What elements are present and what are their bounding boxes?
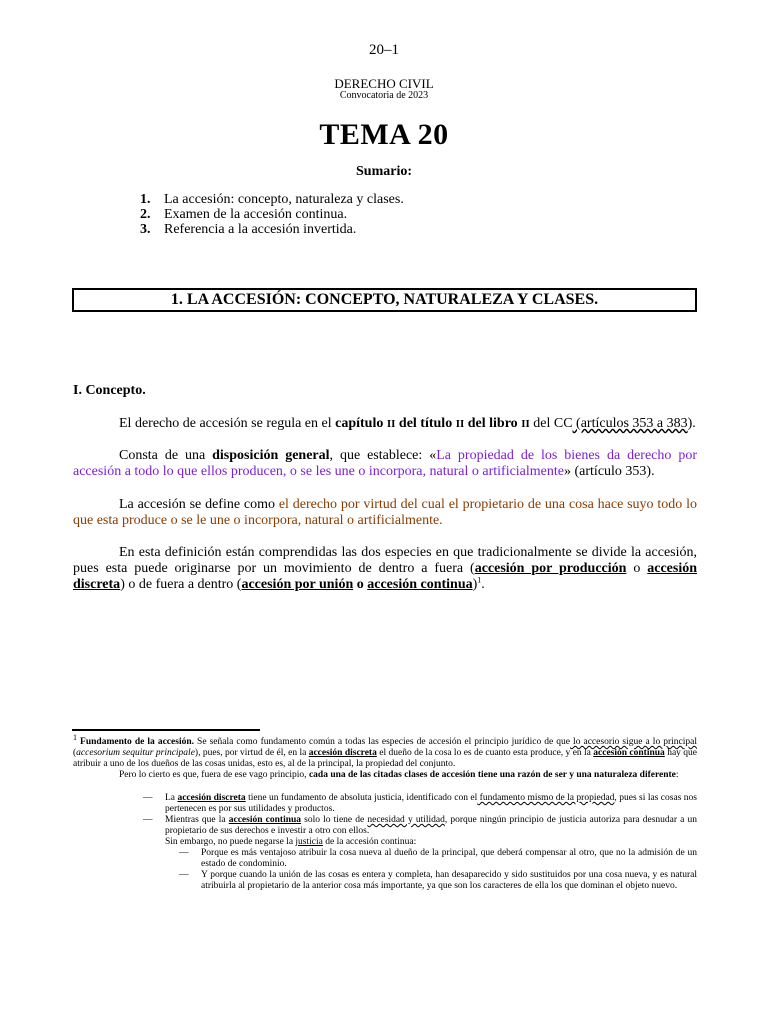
- subject-title: DERECHO CIVIL: [334, 76, 434, 91]
- convocatoria: Convocatoria de 2023: [339, 90, 429, 101]
- paragraph-4: En esta definición están comprendidas las dos especies en que tradicionalmente se divide la accesión, pues esta puede originarse por un movimiento de dentro a fuera (accesión por producción o accesión discreta) o de fuera a dentro (accesión por unión o accesión continua)$^1$.: [73, 545, 698, 592]
- paragraph-3: La accesión se define como el derecho por virtud del cual el propietario de una cosa hace suyo todo lo que esta produce o se le une o incorpora, natural o artificialmente.: [73, 497, 697, 528]
- paragraph-1: El derecho de accesión se regula en el capítulo II del título II del libro II del CC (artículos 353 a 383).: [119, 416, 696, 431]
- toc-item: 3. Referencia a la accesión invertida.: [140, 222, 357, 237]
- toc-item: 2. Examen de la accesión continua.: [140, 207, 348, 222]
- subsection-heading: I. Concepto.: [73, 383, 146, 398]
- footnote-bullet-2: — Mientras que la accesión continua solo lo tiene de necesidad y utilidad, porque ningún principio de justicia autoriza para desnudar a un propietario de sus derechos e investir a otro con ellos. Sin embargo, no puede negarse la justicia de la accesión continua:: [143, 815, 698, 847]
- page-number: 20–1: [369, 42, 399, 58]
- toc-item: 1. La accesión: concepto, naturaleza y clases.: [140, 192, 404, 207]
- footnote-reference[interactable]: 1: [477, 575, 482, 585]
- summary-label: Sumario:: [356, 164, 412, 179]
- footnote-bullet-1: — La accesión discreta tiene un fundamento de absoluta justicia, identificado con el fundamento mismo de la propiedad, pues si las cosas nos pertenecen es por sus utilidades y productos.: [143, 793, 698, 814]
- footnote-subbullet-2: — Y porque cuando la unión de las cosas es entera y completa, han desaparecido y sido sustituidos por una cosa nueva, y es natural atribuirla al propietario de la anterior cosa más importante, ya que son los caracteres de ella los que dominan el objeto nuevo.: [179, 870, 697, 891]
- footnote-1: $^1$ Fundamento de la accesión. Se señala como fundamento común a todas las especies de accesión el principio jurídico de que lo accesorio sigue a lo principal (accesorium sequitur principale), pues, por virtud de él, en la accesión discreta el dueño de la cosa lo es de cuanto esta produce, y en la accesión continua hay que atribuir a uno de los dueños de las cosas unidas, esto es, al de la principal, la propiedad del conjunto.: [73, 732, 698, 769]
- footnote-separator: [72, 729, 260, 731]
- footnote-subbullet-1: — Porque es más ventajoso atribuir la cosa nueva al dueño de la principal, que deberá compensar al otro, que no la admisión de un estado de condominio.: [179, 848, 697, 869]
- section-heading: 1. LA ACCESIÓN: CONCEPTO, NATURALEZA Y CLASES.: [72, 288, 697, 312]
- footnote-bullet-2-continuation: Sin embargo, no puede negarse la justicia de la accesión continua:: [165, 837, 417, 847]
- document-title: TEMA 20: [319, 118, 449, 151]
- table-of-contents: [140, 192, 404, 237]
- footnote-paragraph: Pero lo cierto es que, fuera de ese vago principio, cada una de las citadas clases de accesión tiene una razón de ser y una naturaleza diferente:: [119, 770, 679, 780]
- paragraph-2: Consta de una disposición general, que establece: «La propiedad de los bienes da derecho por accesión a todo lo que ellos producen, o se les une o incorpora, natural o artificialmente» (artículo 353).: [73, 448, 697, 479]
